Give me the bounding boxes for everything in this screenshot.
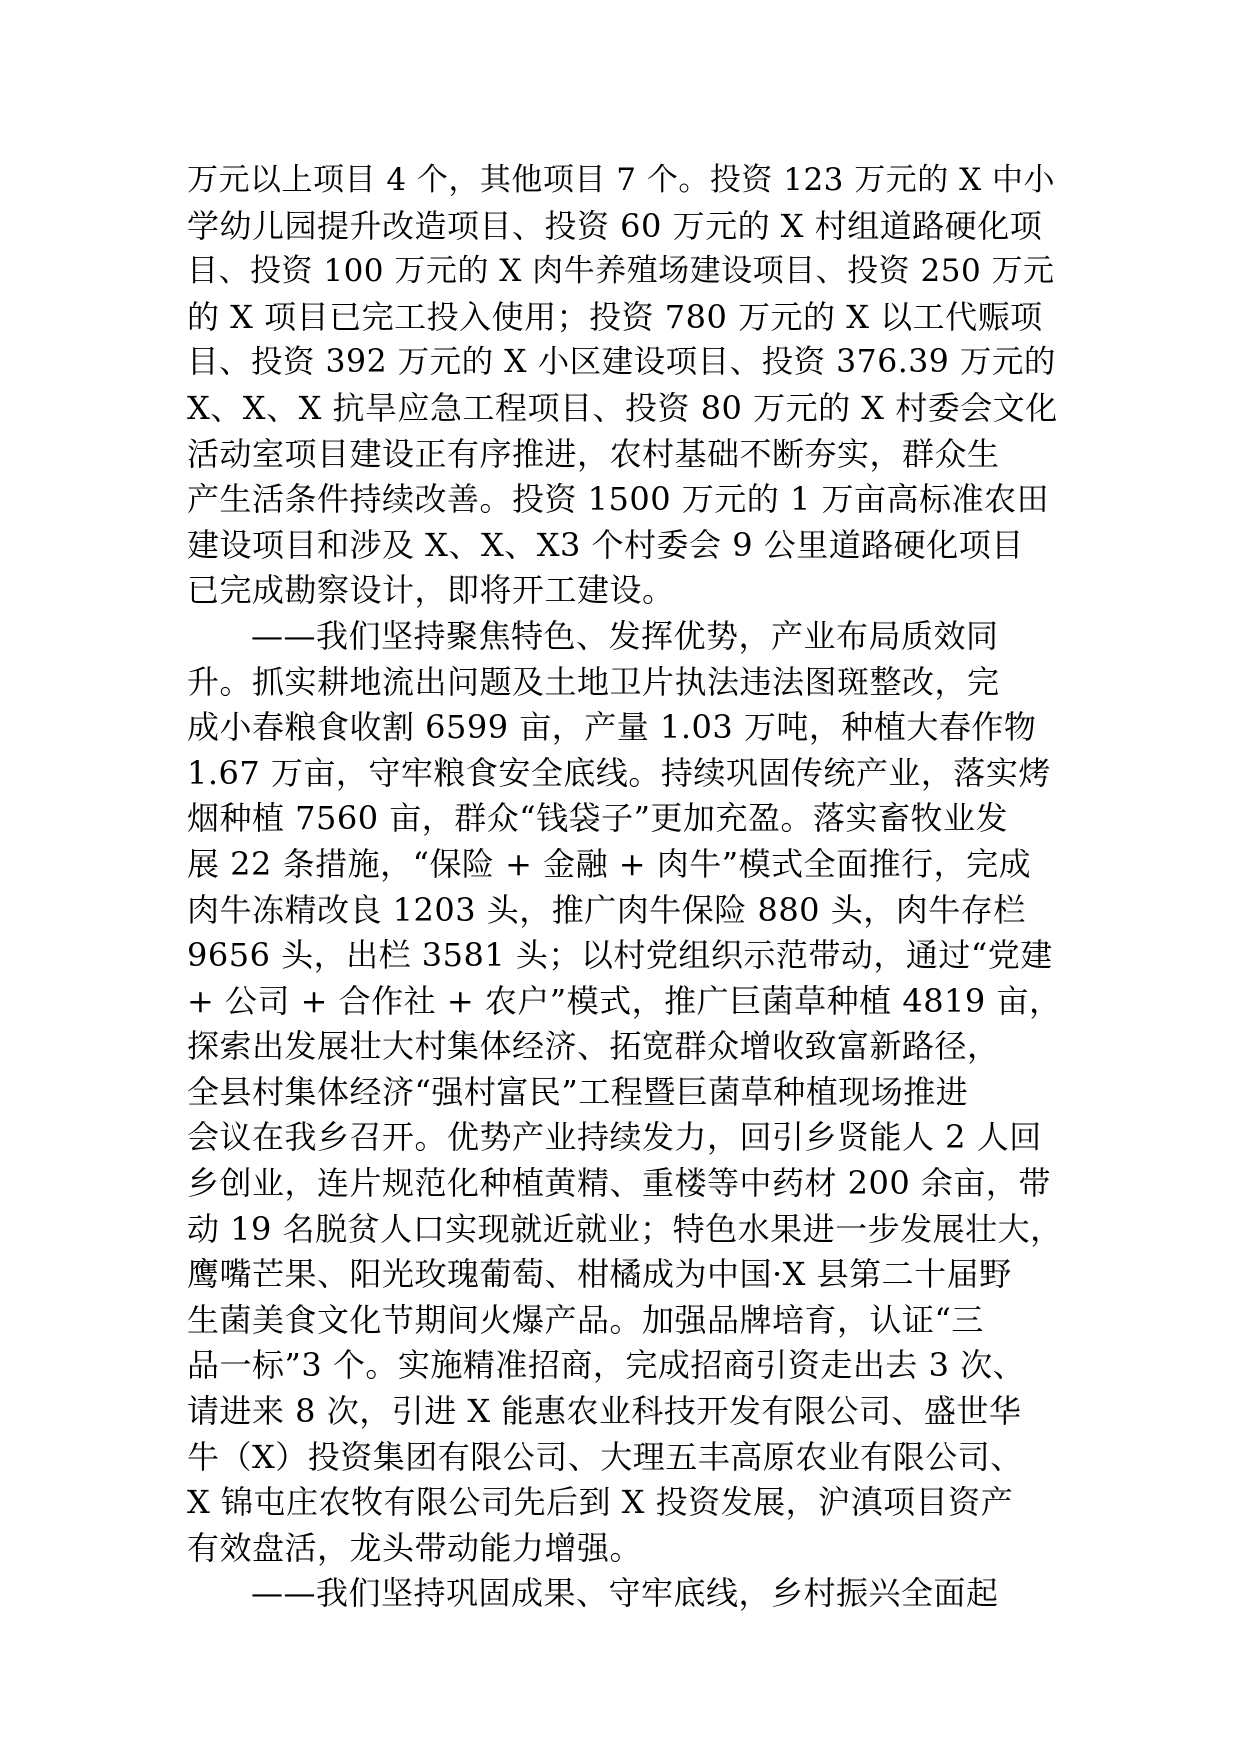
text-line: 成小春粮食收割 6599 亩，产量 1.03 万吨，种植大春作物: [187, 708, 1037, 747]
text-line: 产生活条件持续改善。投资 1500 万元的 1 万亩高标准农田: [187, 480, 1049, 519]
text-line: 活动室项目建设正有序推进，农村基础不断夯实，群众生: [187, 434, 1000, 473]
text-line: 请进来 8 次，引进 X 能惠农业科技开发有限公司、盛世华: [187, 1392, 1022, 1431]
text-line: 鹰嘴芒果、阳光玫瑰葡萄、柑橘成为中国·X 县第二十届野: [187, 1255, 1012, 1294]
text-line: 目、投资 392 万元的 X 小区建设项目、投资 376.39 万元的: [187, 344, 1056, 381]
text-line: 展 22 条措施，“保险 + 金融 + 肉牛”模式全面推行，完成: [187, 844, 1032, 883]
paragraph-start-line: ——我们坚持聚焦特色、发挥优势，产业布局质效同: [251, 616, 999, 655]
text-line: X、X、X 抗旱应急工程项目、投资 80 万元的 X 村委会文化: [187, 388, 1058, 427]
text-line: 9656 头，出栏 3581 头；以村党组织示范带动，通过“党建: [187, 936, 1053, 975]
text-line: 目、投资 100 万元的 X 肉牛养殖场建设项目、投资 250 万元: [187, 253, 1055, 290]
text-line: X 锦屯庄农牧有限公司先后到 X 投资发展，沪滇项目资产: [187, 1483, 1014, 1522]
text-line: 有效盘活，龙头带动能力增强。: [187, 1528, 643, 1567]
text-line: 乡创业，连片规范化种植黄精、重楼等中药材 200 余亩，带: [187, 1164, 1051, 1203]
body-text: [187, 158, 1067, 1617]
text-line: + 公司 + 合作社 + 农户”模式，推广巨菌草种植 4819 亩，: [187, 981, 1062, 1020]
text-line: 肉牛冻精改良 1203 头，推广肉牛保险 880 头，肉牛存栏: [187, 890, 1026, 929]
text-line: 生菌美食文化节期间火爆产品。加强品牌培育，认证“三: [187, 1300, 984, 1339]
text-line: 已完成勘察设计，即将开工建设。: [187, 571, 675, 610]
text-line: 全县村集体经济“强村富民”工程暨巨菌草种植现场推进: [187, 1072, 969, 1111]
text-line: 建设项目和涉及 X、X、X3 个村委会 9 公里道路硬化项目: [187, 525, 1024, 564]
text-line: 探索出发展壮大村集体经济、拓宽群众增收致富新路径，: [187, 1027, 1000, 1066]
text-line: 品一标”3 个。实施精准招商，完成招商引资走出去 3 次、: [187, 1346, 1026, 1385]
text-line: 1.67 万亩，守牢粮食安全底线。持续巩固传统产业，落实烤: [187, 753, 1051, 792]
text-line: 学幼儿园提升改造项目、投资 60 万元的 X 村组道路硬化项: [187, 206, 1043, 245]
text-line: 的 X 项目已完工投入使用；投资 780 万元的 X 以工代赈项: [187, 297, 1043, 336]
text-line: 会议在我乡召开。优势产业持续发力，回引乡贤能人 2 人回: [187, 1118, 1042, 1157]
text-line: 动 19 名脱贫人口实现就近就业；特色水果进一步发展壮大，: [187, 1209, 1063, 1248]
text-line: 烟种植 7560 亩，群众“钱袋子”更加充盈。落实畜牧业发: [187, 799, 1009, 838]
text-line: 升。抓实耕地流出问题及土地卫片执法违法图斑整改，完: [187, 662, 1000, 701]
paragraph-start-line: ——我们坚持巩固成果、守牢底线，乡村振兴全面起: [251, 1574, 999, 1613]
text-line: 牛（X）投资集团有限公司、大理五丰高原农业有限公司、: [187, 1437, 1023, 1476]
text-line: 万元以上项目 4 个，其他项目 7 个。投资 123 万元的 X 中小: [187, 162, 1056, 198]
